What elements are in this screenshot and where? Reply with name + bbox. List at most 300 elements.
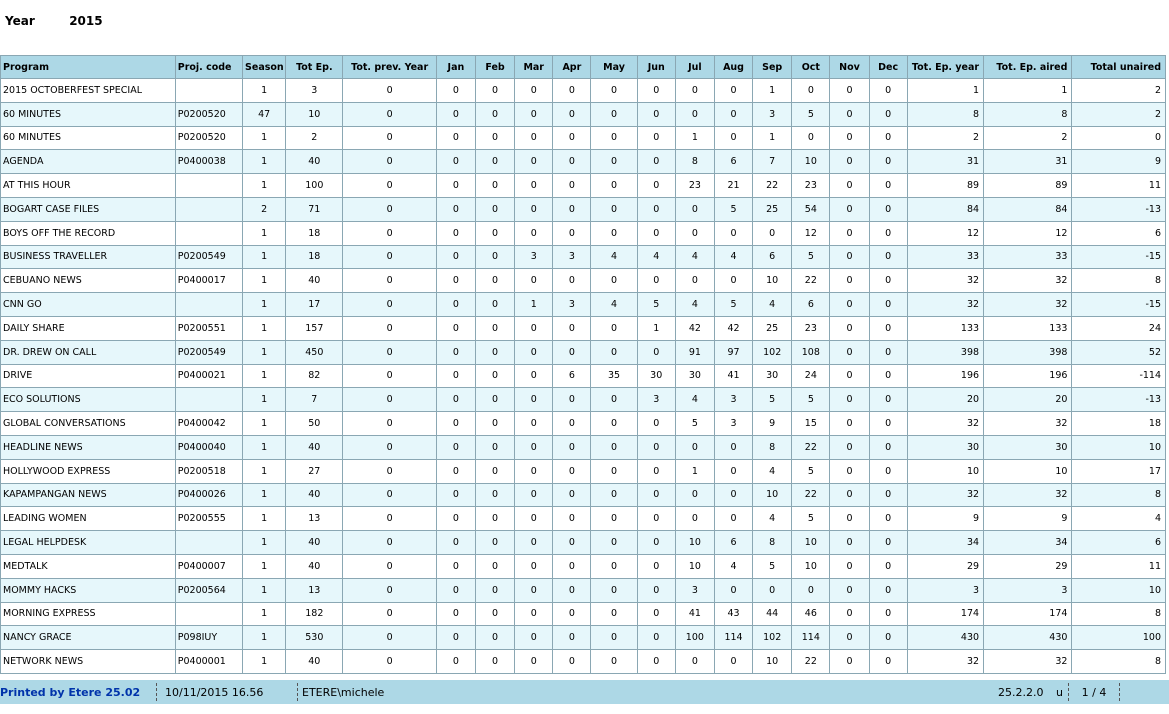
table-row bbox=[1, 483, 1166, 507]
table-cell: 3 bbox=[714, 388, 752, 412]
table-cell: 0 bbox=[637, 79, 675, 103]
table-cell: 0 bbox=[553, 412, 591, 436]
table-cell: 5 bbox=[792, 245, 830, 269]
table-cell: 0 bbox=[830, 459, 869, 483]
table-cell: 0 bbox=[830, 650, 869, 674]
year-label: Year bbox=[5, 14, 35, 28]
table-row bbox=[1, 174, 1166, 198]
table-cell: 100 bbox=[675, 626, 714, 650]
table-cell: 18 bbox=[286, 221, 343, 245]
table-cell: 11 bbox=[1072, 554, 1166, 578]
table-cell: 0 bbox=[343, 102, 436, 126]
table-cell: 0 bbox=[343, 388, 436, 412]
table-cell: 46 bbox=[792, 602, 830, 626]
table-cell: 10 bbox=[675, 531, 714, 555]
table-cell: 60 MINUTES bbox=[1, 126, 176, 150]
table-cell: 8 bbox=[675, 150, 714, 174]
table-cell: 0 bbox=[475, 316, 514, 340]
table-cell: 1 bbox=[515, 293, 553, 317]
table-cell: CEBUANO NEWS bbox=[1, 269, 176, 293]
table-cell: 5 bbox=[714, 293, 752, 317]
table-cell: AT THIS HOUR bbox=[1, 174, 176, 198]
table-cell: P0400007 bbox=[175, 554, 242, 578]
table-cell: LEADING WOMEN bbox=[1, 507, 176, 531]
table-cell: 0 bbox=[830, 150, 869, 174]
table-cell: 0 bbox=[553, 102, 591, 126]
column-header: Tot. Ep. aired bbox=[984, 56, 1072, 79]
table-cell: 0 bbox=[436, 245, 475, 269]
table-cell: 0 bbox=[475, 626, 514, 650]
table-cell: BOGART CASE FILES bbox=[1, 197, 176, 221]
table-cell: 0 bbox=[475, 293, 514, 317]
table-cell: 97 bbox=[714, 340, 752, 364]
table-cell: 100 bbox=[1072, 626, 1166, 650]
table-cell: 0 bbox=[591, 174, 637, 198]
table-cell: 0 bbox=[553, 79, 591, 103]
table-cell: 0 bbox=[830, 316, 869, 340]
table-cell: 0 bbox=[553, 269, 591, 293]
table-cell: 32 bbox=[907, 412, 983, 436]
table-cell: 174 bbox=[907, 602, 983, 626]
table-cell: 32 bbox=[984, 293, 1072, 317]
table-cell: 42 bbox=[675, 316, 714, 340]
table-cell: P0400017 bbox=[175, 269, 242, 293]
table-cell: 0 bbox=[591, 650, 637, 674]
table-cell: 0 bbox=[830, 174, 869, 198]
table-cell: 1 bbox=[243, 293, 286, 317]
table-cell: P0200518 bbox=[175, 459, 242, 483]
table-row bbox=[1, 126, 1166, 150]
table-cell: 22 bbox=[753, 174, 792, 198]
table-cell: 2 bbox=[907, 126, 983, 150]
table-cell: 0 bbox=[869, 531, 907, 555]
table-cell: 0 bbox=[591, 388, 637, 412]
table-cell: 0 bbox=[515, 126, 553, 150]
table-cell: 12 bbox=[907, 221, 983, 245]
table-cell: P0400040 bbox=[175, 435, 242, 459]
table-cell: 0 bbox=[830, 435, 869, 459]
printed-by: Printed by Etere 25.02 bbox=[0, 685, 141, 699]
table-cell: 0 bbox=[436, 126, 475, 150]
column-header: Oct bbox=[792, 56, 830, 79]
table-cell: 0 bbox=[591, 316, 637, 340]
table-cell: P0400042 bbox=[175, 412, 242, 436]
table-cell: 0 bbox=[553, 126, 591, 150]
column-header: Jan bbox=[436, 56, 475, 79]
table-cell: 1 bbox=[243, 531, 286, 555]
table-cell: 0 bbox=[515, 578, 553, 602]
table-cell: 60 MINUTES bbox=[1, 102, 176, 126]
table-row bbox=[1, 412, 1166, 436]
table-cell: 0 bbox=[714, 507, 752, 531]
table-cell: 1 bbox=[243, 79, 286, 103]
table-cell: 3 bbox=[515, 245, 553, 269]
table-cell: 30 bbox=[675, 364, 714, 388]
table-cell: 12 bbox=[984, 221, 1072, 245]
table-cell: 2 bbox=[1072, 102, 1166, 126]
table-cell: 0 bbox=[436, 554, 475, 578]
table-cell: 5 bbox=[792, 507, 830, 531]
table-cell: 5 bbox=[637, 293, 675, 317]
table-cell: 22 bbox=[792, 483, 830, 507]
table-cell: 32 bbox=[907, 650, 983, 674]
table-cell: 0 bbox=[591, 578, 637, 602]
table-cell: 47 bbox=[243, 102, 286, 126]
column-header: Sep bbox=[753, 56, 792, 79]
table-cell: 0 bbox=[830, 269, 869, 293]
table-cell: 0 bbox=[591, 221, 637, 245]
table-row bbox=[1, 507, 1166, 531]
table-cell: 0 bbox=[475, 459, 514, 483]
table-cell: 0 bbox=[792, 79, 830, 103]
table-cell: 0 bbox=[637, 102, 675, 126]
table-cell: 3 bbox=[553, 245, 591, 269]
table-cell: 8 bbox=[753, 435, 792, 459]
table-cell: 17 bbox=[1072, 459, 1166, 483]
table-cell: 5 bbox=[792, 102, 830, 126]
table-cell: BUSINESS TRAVELLER bbox=[1, 245, 176, 269]
table-cell: 54 bbox=[792, 197, 830, 221]
table-cell bbox=[175, 531, 242, 555]
table-cell: 35 bbox=[591, 364, 637, 388]
table-cell: 0 bbox=[475, 102, 514, 126]
table-cell: 0 bbox=[591, 602, 637, 626]
table-cell: 0 bbox=[637, 578, 675, 602]
table-cell: 430 bbox=[984, 626, 1072, 650]
table-cell: 0 bbox=[343, 269, 436, 293]
table-cell: 0 bbox=[475, 150, 514, 174]
table-cell: 6 bbox=[553, 364, 591, 388]
table-cell: 0 bbox=[475, 340, 514, 364]
table-cell: 0 bbox=[436, 650, 475, 674]
table-cell: 0 bbox=[343, 174, 436, 198]
table-cell: P0200520 bbox=[175, 126, 242, 150]
table-cell: 0 bbox=[475, 531, 514, 555]
table-cell: 40 bbox=[286, 531, 343, 555]
table-cell: 0 bbox=[475, 245, 514, 269]
table-cell: 0 bbox=[343, 554, 436, 578]
table-cell: 2 bbox=[984, 126, 1072, 150]
table-cell: 3 bbox=[286, 79, 343, 103]
table-cell: 0 bbox=[343, 578, 436, 602]
table-row bbox=[1, 150, 1166, 174]
table-cell: 23 bbox=[792, 174, 830, 198]
table-cell: 430 bbox=[907, 626, 983, 650]
table-cell: 0 bbox=[591, 340, 637, 364]
table-cell: 0 bbox=[515, 269, 553, 293]
table-cell: 0 bbox=[869, 102, 907, 126]
table-cell: 0 bbox=[591, 412, 637, 436]
table-cell: 0 bbox=[591, 79, 637, 103]
table-cell: MEDTALK bbox=[1, 554, 176, 578]
table-cell: 0 bbox=[591, 531, 637, 555]
table-cell: 0 bbox=[869, 507, 907, 531]
program-episodes-table bbox=[0, 55, 1166, 674]
footer-u: u bbox=[1056, 685, 1063, 699]
table-cell: 27 bbox=[286, 459, 343, 483]
table-cell: 12 bbox=[792, 221, 830, 245]
year-header bbox=[5, 14, 103, 30]
table-cell: 0 bbox=[869, 554, 907, 578]
table-cell: P0400026 bbox=[175, 483, 242, 507]
table-cell: 10 bbox=[286, 102, 343, 126]
table-cell: 0 bbox=[830, 531, 869, 555]
table-cell: 4 bbox=[753, 507, 792, 531]
table-row bbox=[1, 340, 1166, 364]
print-user: ETERE\michele bbox=[302, 685, 385, 699]
table-cell: DAILY SHARE bbox=[1, 316, 176, 340]
table-row bbox=[1, 102, 1166, 126]
table-cell: 1 bbox=[243, 602, 286, 626]
table-cell: 0 bbox=[830, 578, 869, 602]
table-cell: 32 bbox=[984, 412, 1072, 436]
table-cell: 450 bbox=[286, 340, 343, 364]
table-cell: 0 bbox=[830, 364, 869, 388]
column-header: Season bbox=[243, 56, 286, 79]
table-cell: 3 bbox=[637, 388, 675, 412]
table-cell: KAPAMPANGAN NEWS bbox=[1, 483, 176, 507]
table-cell: 0 bbox=[591, 554, 637, 578]
table-cell: 5 bbox=[675, 412, 714, 436]
table-cell: 32 bbox=[907, 269, 983, 293]
table-cell: 32 bbox=[984, 483, 1072, 507]
table-cell: 0 bbox=[553, 483, 591, 507]
table-cell: 0 bbox=[591, 459, 637, 483]
table-cell: 0 bbox=[343, 150, 436, 174]
table-cell: 1 bbox=[243, 626, 286, 650]
table-cell: 40 bbox=[286, 483, 343, 507]
table-cell: -15 bbox=[1072, 293, 1166, 317]
table-cell: 0 bbox=[475, 197, 514, 221]
table-cell: 0 bbox=[515, 388, 553, 412]
table-cell: 0 bbox=[343, 483, 436, 507]
table-cell: 0 bbox=[869, 150, 907, 174]
table-cell: 0 bbox=[436, 79, 475, 103]
table-cell: 4 bbox=[714, 554, 752, 578]
table-cell: 32 bbox=[907, 483, 983, 507]
table-cell: 0 bbox=[553, 340, 591, 364]
table-cell: 0 bbox=[714, 221, 752, 245]
table-cell: 0 bbox=[436, 602, 475, 626]
table-cell: 1 bbox=[243, 269, 286, 293]
table-cell: 23 bbox=[675, 174, 714, 198]
table-cell: P0400001 bbox=[175, 650, 242, 674]
table-cell: 0 bbox=[436, 483, 475, 507]
table-cell: 0 bbox=[637, 507, 675, 531]
table-cell: 6 bbox=[792, 293, 830, 317]
table-cell: 0 bbox=[591, 269, 637, 293]
table-cell: 1 bbox=[243, 650, 286, 674]
table-cell: 3 bbox=[714, 412, 752, 436]
table-cell: 0 bbox=[869, 197, 907, 221]
table-cell: 22 bbox=[792, 650, 830, 674]
table-cell: 0 bbox=[591, 150, 637, 174]
table-cell: 40 bbox=[286, 269, 343, 293]
table-cell: 398 bbox=[907, 340, 983, 364]
table-cell: 0 bbox=[869, 364, 907, 388]
table-cell: 34 bbox=[907, 531, 983, 555]
table-cell: -13 bbox=[1072, 388, 1166, 412]
table-cell: 40 bbox=[286, 435, 343, 459]
table-cell: 0 bbox=[475, 483, 514, 507]
table-cell: 0 bbox=[343, 79, 436, 103]
table-cell: 0 bbox=[436, 364, 475, 388]
table-cell: 0 bbox=[637, 197, 675, 221]
table-cell: 20 bbox=[984, 388, 1072, 412]
table-cell: 42 bbox=[714, 316, 752, 340]
table-cell: 0 bbox=[591, 626, 637, 650]
table-cell: 30 bbox=[753, 364, 792, 388]
table-cell: 114 bbox=[792, 626, 830, 650]
table-cell bbox=[175, 197, 242, 221]
table-cell: 7 bbox=[753, 150, 792, 174]
column-header: May bbox=[591, 56, 637, 79]
table-cell: 0 bbox=[436, 174, 475, 198]
table-cell: 10 bbox=[1072, 435, 1166, 459]
table-cell: 0 bbox=[792, 578, 830, 602]
table-cell: 10 bbox=[792, 554, 830, 578]
table-cell: 0 bbox=[637, 459, 675, 483]
table-cell: 0 bbox=[830, 412, 869, 436]
table-cell: 0 bbox=[343, 126, 436, 150]
table-cell: 0 bbox=[637, 531, 675, 555]
table-cell: 0 bbox=[553, 388, 591, 412]
table-cell: 8 bbox=[753, 531, 792, 555]
table-cell: 0 bbox=[515, 626, 553, 650]
table-cell: 0 bbox=[475, 364, 514, 388]
table-cell: 10 bbox=[753, 650, 792, 674]
table-cell bbox=[175, 221, 242, 245]
table-cell: 0 bbox=[591, 483, 637, 507]
table-cell: 52 bbox=[1072, 340, 1166, 364]
table-cell: 0 bbox=[343, 507, 436, 531]
table-cell: 50 bbox=[286, 412, 343, 436]
table-cell: 0 bbox=[553, 435, 591, 459]
table-cell: 0 bbox=[343, 531, 436, 555]
table-cell: 114 bbox=[714, 626, 752, 650]
table-cell: 0 bbox=[675, 102, 714, 126]
table-cell: 133 bbox=[907, 316, 983, 340]
table-row bbox=[1, 531, 1166, 555]
table-cell: 9 bbox=[907, 507, 983, 531]
table-cell: 0 bbox=[869, 412, 907, 436]
table-cell: 25 bbox=[753, 316, 792, 340]
table-cell: 10 bbox=[1072, 578, 1166, 602]
table-cell: 8 bbox=[1072, 483, 1166, 507]
table-row bbox=[1, 316, 1166, 340]
page-number: 1 / 4 bbox=[1081, 685, 1107, 699]
footer-separator bbox=[1119, 683, 1120, 701]
table-cell: 0 bbox=[343, 340, 436, 364]
table-cell: 0 bbox=[753, 578, 792, 602]
table-cell: 3 bbox=[553, 293, 591, 317]
table-cell: 196 bbox=[984, 364, 1072, 388]
table-cell: 0 bbox=[869, 269, 907, 293]
table-cell: 1 bbox=[243, 126, 286, 150]
table-cell: 174 bbox=[984, 602, 1072, 626]
table-cell: 0 bbox=[830, 626, 869, 650]
table-cell: 0 bbox=[714, 435, 752, 459]
table-cell: 0 bbox=[436, 507, 475, 531]
table-cell: 0 bbox=[869, 650, 907, 674]
table-cell: 0 bbox=[553, 626, 591, 650]
table-cell: P0200520 bbox=[175, 102, 242, 126]
table-cell: 0 bbox=[637, 602, 675, 626]
table-cell: 0 bbox=[869, 316, 907, 340]
table-cell: 3 bbox=[907, 578, 983, 602]
table-cell: 0 bbox=[637, 626, 675, 650]
table-cell: 33 bbox=[984, 245, 1072, 269]
table-cell: 9 bbox=[984, 507, 1072, 531]
table-cell: 0 bbox=[869, 435, 907, 459]
table-cell: 20 bbox=[907, 388, 983, 412]
table-cell: 182 bbox=[286, 602, 343, 626]
table-cell: 5 bbox=[792, 388, 830, 412]
table-cell: 1 bbox=[243, 507, 286, 531]
table-cell: 0 bbox=[869, 245, 907, 269]
table-cell: 0 bbox=[553, 316, 591, 340]
table-cell: 0 bbox=[475, 578, 514, 602]
table-cell: 10 bbox=[792, 531, 830, 555]
table-cell: 0 bbox=[637, 126, 675, 150]
table-cell: 0 bbox=[343, 626, 436, 650]
table-cell: MORNING EXPRESS bbox=[1, 602, 176, 626]
table-cell: 0 bbox=[714, 269, 752, 293]
table-cell bbox=[175, 293, 242, 317]
table-row bbox=[1, 197, 1166, 221]
table-cell: 0 bbox=[714, 79, 752, 103]
table-cell: 0 bbox=[675, 79, 714, 103]
table-cell: 32 bbox=[984, 269, 1072, 293]
table-cell: 89 bbox=[984, 174, 1072, 198]
table-cell: 31 bbox=[907, 150, 983, 174]
table-cell: 0 bbox=[436, 459, 475, 483]
table-cell: 0 bbox=[830, 507, 869, 531]
table-cell: 0 bbox=[436, 435, 475, 459]
table-cell: 1 bbox=[907, 79, 983, 103]
table-cell: 0 bbox=[830, 102, 869, 126]
table-cell: 91 bbox=[675, 340, 714, 364]
table-cell: 3 bbox=[984, 578, 1072, 602]
table-cell: 0 bbox=[1072, 126, 1166, 150]
table-cell: 0 bbox=[515, 150, 553, 174]
table-cell: 3 bbox=[675, 578, 714, 602]
table-cell: 0 bbox=[343, 459, 436, 483]
table-cell: 0 bbox=[515, 102, 553, 126]
table-body bbox=[1, 79, 1166, 674]
column-header: Tot. Ep. year bbox=[907, 56, 983, 79]
table-cell: 0 bbox=[869, 602, 907, 626]
table-cell: 0 bbox=[675, 269, 714, 293]
table-cell: 1 bbox=[243, 459, 286, 483]
table-cell: 24 bbox=[1072, 316, 1166, 340]
table-cell: 0 bbox=[714, 650, 752, 674]
table-cell: 0 bbox=[475, 650, 514, 674]
table-cell: -114 bbox=[1072, 364, 1166, 388]
table-cell: 2 bbox=[286, 126, 343, 150]
table-cell: 6 bbox=[714, 531, 752, 555]
table-cell: 8 bbox=[1072, 602, 1166, 626]
table-cell: 4 bbox=[753, 293, 792, 317]
table-cell: 0 bbox=[436, 531, 475, 555]
table-cell: 0 bbox=[675, 650, 714, 674]
table-cell: 40 bbox=[286, 650, 343, 674]
table-cell: 0 bbox=[830, 79, 869, 103]
table-cell: 4 bbox=[591, 245, 637, 269]
table-cell: 0 bbox=[343, 245, 436, 269]
print-datetime: 10/11/2015 16.56 bbox=[165, 685, 264, 699]
table-cell: 0 bbox=[753, 221, 792, 245]
